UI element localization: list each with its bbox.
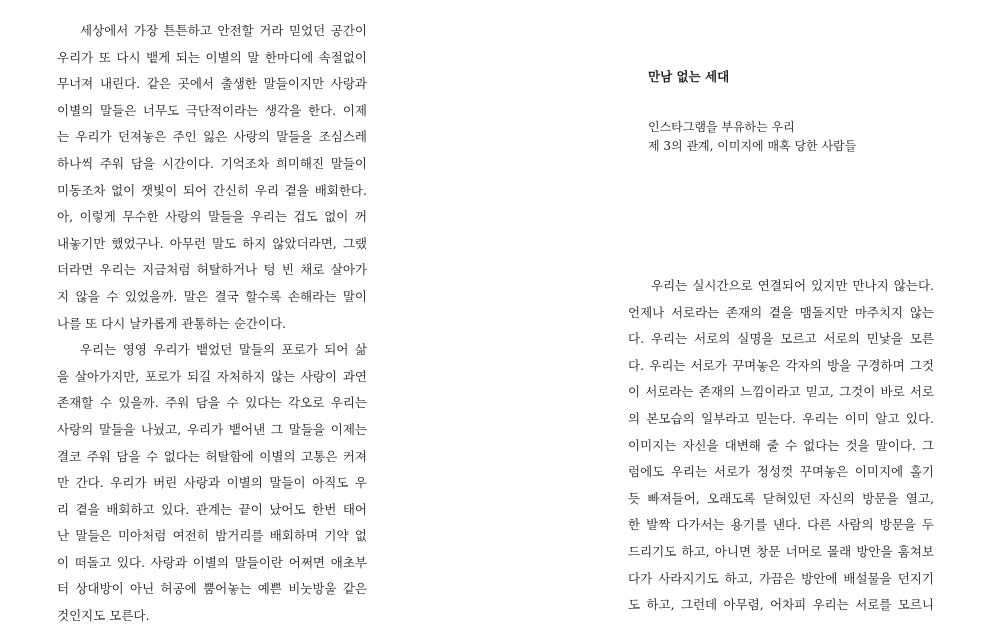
text-line: 언제나 서로라는 존재의 곁을 맴돌지만 마주치지 않는 [628, 304, 934, 320]
text-line: 미동조차 없이 잿빛이 되어 간신히 우리 곁을 배회한다. [57, 182, 367, 198]
left-page [57, 0, 367, 639]
text-line: 내놓기만 했었구나. 아무런 말도 하지 않았더라면, 그랬 [57, 235, 367, 251]
text-line: 다가 사라지기도 하고, 가끔은 방안에 배설물을 던지기 [628, 570, 934, 586]
subtitle-line-2: 제 3의 관계, 이미지에 매혹 당한 사람들 [648, 139, 857, 153]
text-line: 드리기도 하고, 아니면 창문 너머로 몰래 방안을 훔쳐보 [628, 543, 934, 559]
text-line: 아, 이렇게 무수한 사랑의 말들을 우리는 겁도 없이 꺼 [57, 209, 367, 225]
subtitle-line-1: 인스타그램을 부유하는 우리 [648, 120, 795, 134]
text-line: 이별의 말들은 너무도 극단적이라는 생각을 한다. 이제 [57, 102, 367, 118]
text-line: 우리는 영영 우리가 뱉었던 말들의 포로가 되어 삶 [80, 342, 367, 358]
text-line: 존재할 수 있을까. 주워 담을 수 있다는 각오로 우리는 [57, 395, 367, 411]
text-line: 듯 빠져들어, 오래도록 닫혀있던 자신의 방문을 열고, [628, 490, 934, 506]
text-line: 우리가 또 다시 뱉게 되는 이별의 말 한마디에 속절없이 [57, 49, 367, 65]
text-line: 만 간다. 우리가 버린 사랑과 이별의 말들이 아직도 우 [57, 475, 367, 491]
text-line: 결코 주워 담을 수 없다는 허탈함에 이별의 고통은 커져 [57, 448, 367, 464]
text-line: 더라면 우리는 지금처럼 허탈하거나 텅 빈 채로 살아가 [57, 262, 367, 278]
left-page-body [57, 18, 367, 630]
text-line: 나를 또 다시 날카롭게 관통하는 순간이다. [57, 315, 287, 331]
text-line: 하나씩 주워 담을 시간이다. 기억조차 희미해진 말들이 [57, 155, 367, 171]
text-line: 무너져 내린다. 같은 곳에서 출생한 말들이지만 사랑과 [57, 76, 367, 92]
text-line: 이 떠돌고 있다. 사랑과 이별의 말들이란 어쩌면 애초부 [57, 554, 367, 570]
text-line: 의 본모습의 일부라고 믿는다. 우리는 이미 알고 있다. [628, 410, 934, 426]
text-line: 사랑의 말들을 나눴고, 우리가 뱉어낸 그 말들을 이제는 [57, 421, 367, 437]
text-line: 다. 우리는 서로가 꾸며놓은 각자의 방을 구경하며 그것 [628, 357, 934, 373]
chapter-title: 만남 없는 세대 [648, 69, 730, 84]
text-line: 다. 우리는 서로의 실명을 모르고 서로의 민낯을 모른 [628, 331, 934, 347]
text-line: 한 발짝 다가서는 용기를 낸다. 다른 사람의 방문을 두 [628, 517, 934, 533]
text-line: 도 하고, 그런데 아무렴, 어차피 우리는 서로를 모르니 [628, 597, 934, 613]
text-line: 이 서로라는 존재의 느낌이라고 믿고, 그것이 바로 서로 [628, 384, 934, 400]
text-line: 이미지는 자신을 대변해 줄 수 없다는 것을 말이다. 그 [628, 437, 934, 453]
text-line: 지 않을 수 있었을까. 말은 결국 할수록 손해라는 말이 [57, 288, 367, 304]
text-line: 는 우리가 던져놓은 주인 잃은 사랑의 말들을 조심스레 [57, 129, 367, 145]
text-line: 럼에도 우리는 서로가 정성껏 꾸며놓은 이미지에 홀기 [628, 464, 934, 480]
right-page [628, 0, 934, 639]
text-line: 세상에서 가장 튼튼하고 안전할 거라 믿었던 공간이 [80, 23, 367, 38]
text-line: 것인지도 모른다. [57, 608, 150, 624]
text-line: 을 살아가지만, 포로가 되길 자처하지 않는 사랑이 과연 [57, 368, 367, 384]
text-line: 난 말들은 미아처럼 여전히 밤거리를 배회하며 기약 없 [57, 528, 367, 544]
text-line: 터 상대방이 아닌 허공에 뿜어놓는 예쁜 비눗방울 같은 [57, 581, 367, 597]
right-page-body [628, 273, 934, 619]
text-line: 우리는 실시간으로 연결되어 있지만 만나지 않는다. [651, 278, 934, 293]
text-line: 리 곁을 배회하고 있다. 관계는 끝이 났어도 한번 태어 [57, 501, 367, 517]
